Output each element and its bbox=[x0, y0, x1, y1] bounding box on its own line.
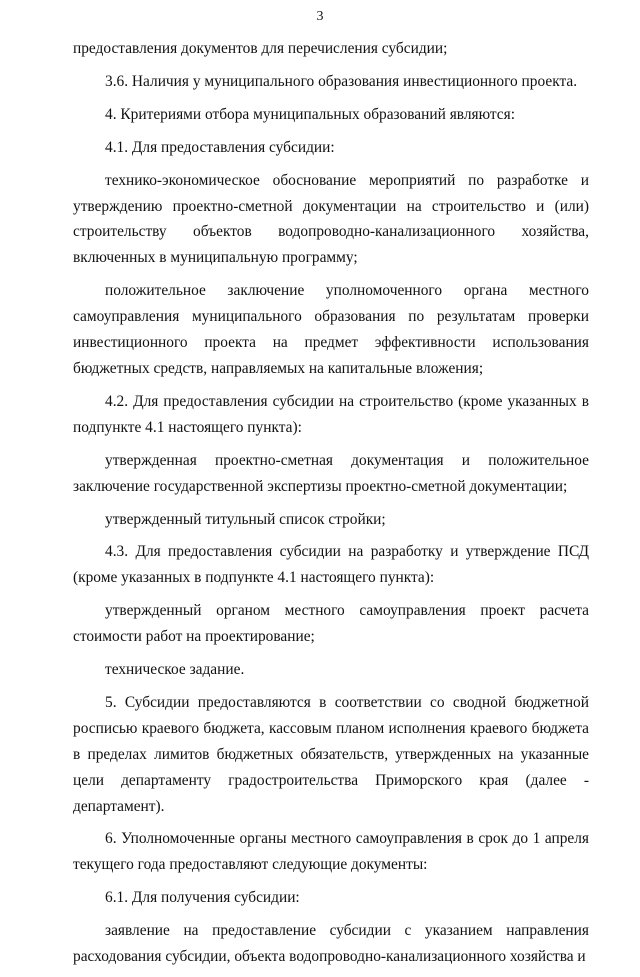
paragraph: 5. Субсидии предоставляются в соответствии со сводной бюджетной росписью краевого бюджета, кассовым планом исполнения краевого бюджета в пределах лимитов бюджетных обязательств, утвержденных на указанные цели департаменту градостроительства Приморского края (далее - департамент). bbox=[73, 693, 589, 815]
paragraph: заявление на предоставление субсидии с указанием направления расходования субсидии, объекта водопроводно-канализационного хозяйства и bbox=[73, 922, 589, 966]
page-number: 3 bbox=[316, 9, 324, 24]
paragraph: 6. Уполномоченные органы местного самоуправления в срок до 1 апреля текущего года предоставляют следующие документы: bbox=[73, 830, 589, 874]
paragraph: 4.2. Для предоставления субсидии на строительство (кроме указанных в подпункте 4.1 настоящего пункта): bbox=[73, 392, 589, 436]
paragraph: 4.3. Для предоставления субсидии на разработку и утверждение ПСД (кроме указанных в подпункте 4.1 настоящего пункта): bbox=[73, 543, 589, 587]
paragraph: 3.6. Наличия у муниципального образования инвестиционного проекта. bbox=[105, 72, 578, 90]
document-body bbox=[73, 36, 589, 977]
paragraph: 4.1. Для предоставления субсидии: bbox=[105, 138, 335, 156]
paragraph: технико-экономическое обоснование мероприятий по разработке и утверждению проектно-сметной документации на строительство и (или) строительству объектов водопроводно-канализационного хозяйства, включенных в муниципальную программу; bbox=[73, 171, 589, 267]
paragraph: 4. Критериями отбора муниципальных образований являются: bbox=[105, 105, 515, 123]
paragraph: утвержденная проектно-сметная документация и положительное заключение государственной экспертизы проектно-сметной документации; bbox=[73, 451, 589, 495]
paragraph: утвержденный органом местного самоуправления проект расчета стоимости работ на проектирование; bbox=[73, 602, 589, 646]
paragraph: положительное заключение уполномоченного органа местного самоуправления муниципального образования по результатам проверки инвестиционного проекта на предмет эффективности использования бюджетных средств, направляемых на капитальные вложения; bbox=[73, 282, 589, 377]
paragraph: техническое задание. bbox=[105, 661, 245, 679]
paragraph: 6.1. Для получения субсидии: bbox=[105, 889, 300, 907]
paragraph: предоставления документов для перечисления субсидии; bbox=[73, 40, 448, 57]
paragraph: утвержденный титульный список стройки; bbox=[105, 510, 386, 528]
